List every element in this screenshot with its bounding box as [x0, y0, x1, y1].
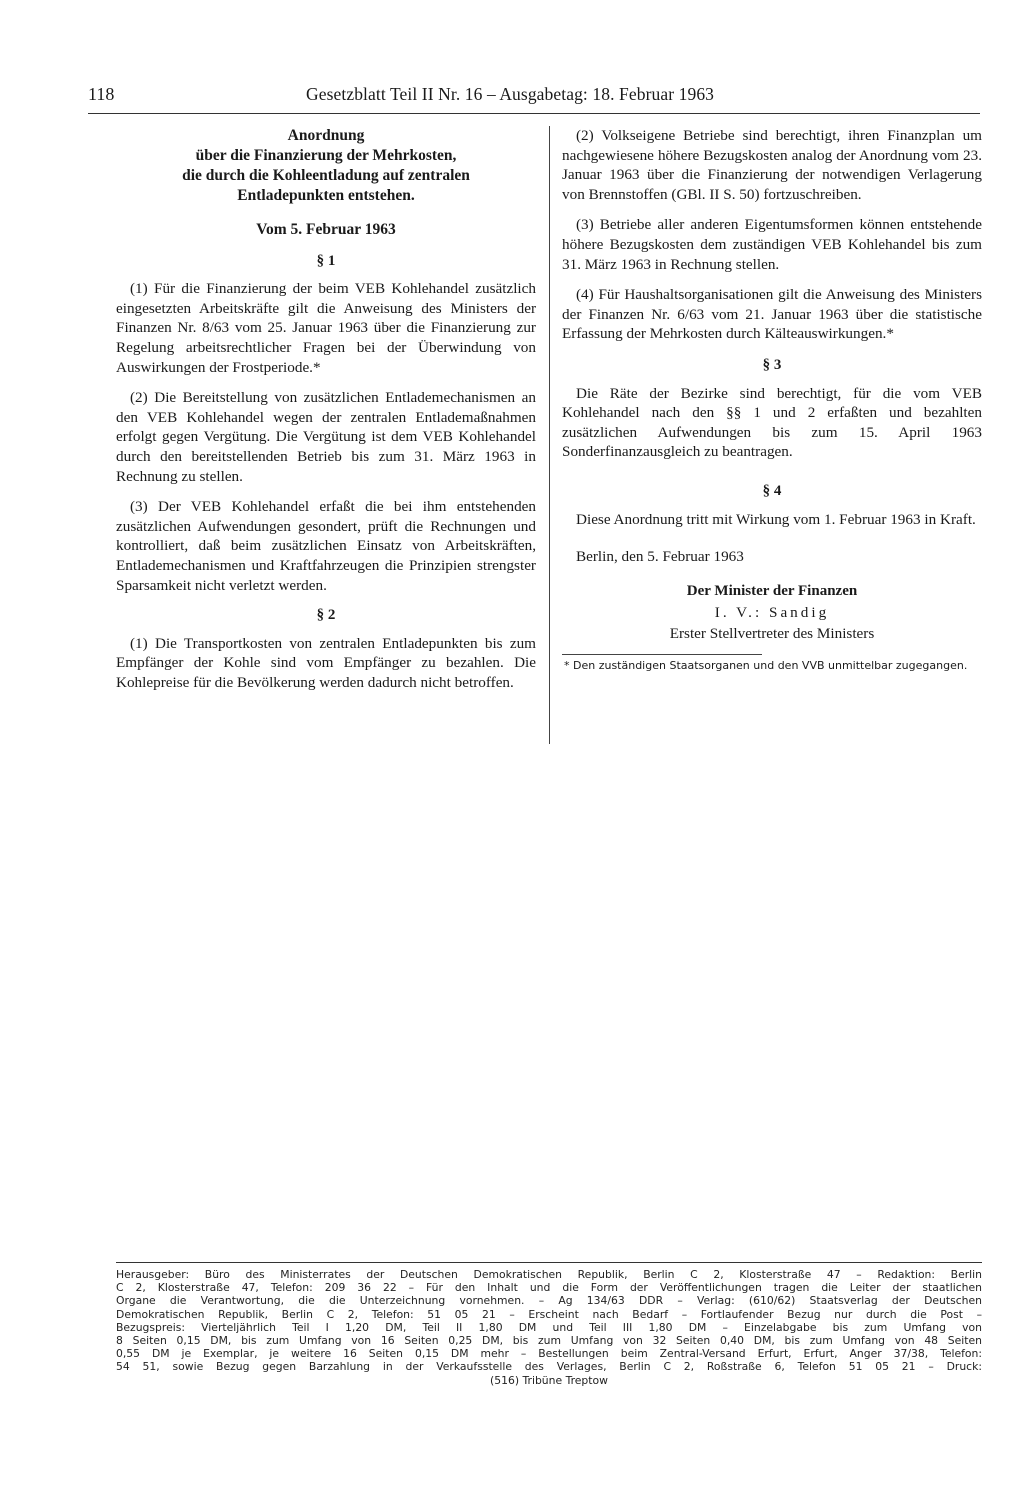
paragraph-s1-2: (2) Die Bereitstellung von zusätzlichen Entlademechanismen an den VEB Kohlehandel wegen der zentralen Entlademaßnahmen erfolgt gegen Vergütung. Die Vergütung ist dem VEB Kohlehandel durch den bereitstellenden Betrieb bis zum 31. März 1963 in Rechnung zu stellen.: [116, 389, 536, 485]
imprint-line: Organe die Verantwortung, die die Unterzeichnung vornehmen. – Ag 134/63 DDR – Verlag: (610/62) Staatsverlag der Deutschen: [116, 1294, 982, 1308]
imprint-rule: [116, 1262, 982, 1263]
signature-block: [562, 581, 982, 644]
imprint-line: Demokratischen Republik, Berlin C 2, Telefon: 51 05 21 – Erscheint nach Bedarf – Fortlaufender Bezug nur durch die Post –: [116, 1307, 982, 1321]
imprint-line: Bezugspreis: Vierteljährlich Teil I 1,20 DM, Teil II 1,80 DM und Teil III 1,80 DM – Einzelabgabe bis zum Umfang von: [116, 1320, 982, 1334]
footnote: * Den zuständigen Staatsorganen und den VVB unmittelbar zugegangen.: [564, 658, 968, 672]
ordinance-title-line: über die Finanzierung der Mehrkosten,: [195, 147, 457, 164]
gazette-header-title: Gesetzblatt Teil II Nr. 16 – Ausgabetag: 18. Februar 1963: [306, 84, 715, 104]
column-divider: [549, 126, 550, 744]
paragraph-s2-2: (2) Volkseigene Betriebe sind berechtigt, ihren Finanzplan um nachgewiesene höhere Bezugskosten analog der Anordnung vom 23. Januar 1963 über die Finanzierung der notwendigen Verlagerung von Brennstoffen (GBl. II S. 50) fortzuschreiben.: [562, 127, 982, 203]
header-rule: [88, 113, 980, 114]
ordinance-title-line: Entladepunkten entstehen.: [237, 187, 415, 204]
section-heading-4: § 4: [762, 482, 782, 499]
paragraph-s4-1: Diese Anordnung tritt mit Wirkung vom 1. Februar 1963 in Kraft.: [576, 510, 976, 528]
paragraph-s3-1: Die Räte der Bezirke sind berechtigt, für die vom VEB Kohlehandel nach den §§ 1 und 2 erfaßten und bezahlten zusätzlichen Aufwendungen bis zum 15. April 1963 Sonderfinanzausgleich zu beantragen.: [562, 384, 982, 461]
ordinance-title-line: die durch die Kohleentladung auf zentralen: [182, 167, 470, 184]
place-and-date: Berlin, den 5. Februar 1963: [576, 548, 744, 566]
imprint-line: 54 51, sowie Bezug gegen Barzahlung in der Verkaufsstelle des Verlages, Berlin C 2, Roßstraße 6, Telefon 51 05 21 – Druck:: [116, 1360, 982, 1374]
paragraph-s2-4: (4) Für Haushaltsorganisationen gilt die Anweisung des Ministers der Finanzen Nr. 6/63 vom 21. Januar 1963 über die statistische Erfassung der Mehrkosten durch Kälteauswirkungen.*: [562, 286, 982, 343]
paragraph-s2-1: (1) Die Transportkosten von zentralen Entladepunkten bis zum Empfänger der Kohle sind vom Empfänger zu bezahlen. Die Kohlepreise für die Bevölkerung werden dadurch nicht betroffen.: [116, 634, 536, 691]
paragraph-s2-3: (3) Betriebe aller anderen Eigentumsformen können entstehende höhere Bezugskosten dem zuständigen VEB Kohlehandel bis zum 31. März 1963 in Rechnung stellen.: [562, 216, 982, 273]
section-heading-2: § 2: [316, 607, 336, 624]
signatory-organization: Der Minister der Finanzen: [686, 582, 858, 599]
imprint-line: Herausgeber: Büro des Ministerrates der Deutschen Demokratischen Republik, Berlin C 2, Klosterstraße 47 – Redaktion: Berlin: [116, 1268, 982, 1281]
signatory-role: Erster Stellvertreter des Ministers: [669, 624, 875, 642]
section-heading-3: § 3: [762, 356, 782, 373]
ordinance-date: Vom 5. Februar 1963: [256, 221, 396, 238]
page-header: [88, 80, 980, 110]
page-number: 118: [88, 84, 115, 104]
imprint-line: C 2, Klosterstraße 47, Telefon: 209 36 22 – Für den Inhalt und die Form der Veröffentlichungen tragen die Leiter der staatlichen: [116, 1281, 982, 1295]
imprint-line: 0,55 DM je Exemplar, je weitere 16 Seiten 0,15 DM mehr – Bestellungen beim Zentral-Versand Erfurt, Erfurt, Anger 37/38, Telefon:: [116, 1347, 982, 1361]
ordinance-title-line: Anordnung: [287, 127, 365, 144]
footnote-rule: [562, 654, 762, 655]
section-heading-1: § 1: [316, 252, 336, 269]
ordinance-title: [116, 126, 536, 206]
signatory-name: I. V.: Sandig: [714, 603, 830, 621]
paragraph-s1-3: (3) Der VEB Kohlehandel erfaßt die bei ihm entstehenden zusätzlichen Aufwendungen gesondert, prüft die Rechnungen und kontrolliert, daß beim zusätzlichen Einsatz von Arbeitskräften, Entlademechanismen und Kraftfahrzeugen die Prinzipien strengster Sparsamkeit nicht verletzt werden.: [116, 498, 536, 594]
right-column: [562, 126, 982, 673]
imprint-line: 8 Seiten 0,15 DM, bis zum Umfang von 16 Seiten 0,25 DM, bis zum Umfang von 32 Seiten 0,40 DM, bis zum Umfang von 48 Seiten: [116, 1334, 982, 1348]
paragraph-s1-1: (1) Für die Finanzierung der beim VEB Kohlehandel zusätzlich eingesetzten Arbeitskräfte gilt die Anweisung des Ministers der Finanzen Nr. 8/63 vom 25. Januar 1963 über die Finanzierung zur Regelung arbeitsrechtlicher Fragen bei der Überwindung von Auswirkungen der Frostperiode.*: [116, 280, 536, 376]
left-column: [116, 126, 536, 703]
publisher-imprint: [116, 1268, 982, 1387]
imprint-printer: (516) Tribüne Treptow: [490, 1373, 608, 1387]
